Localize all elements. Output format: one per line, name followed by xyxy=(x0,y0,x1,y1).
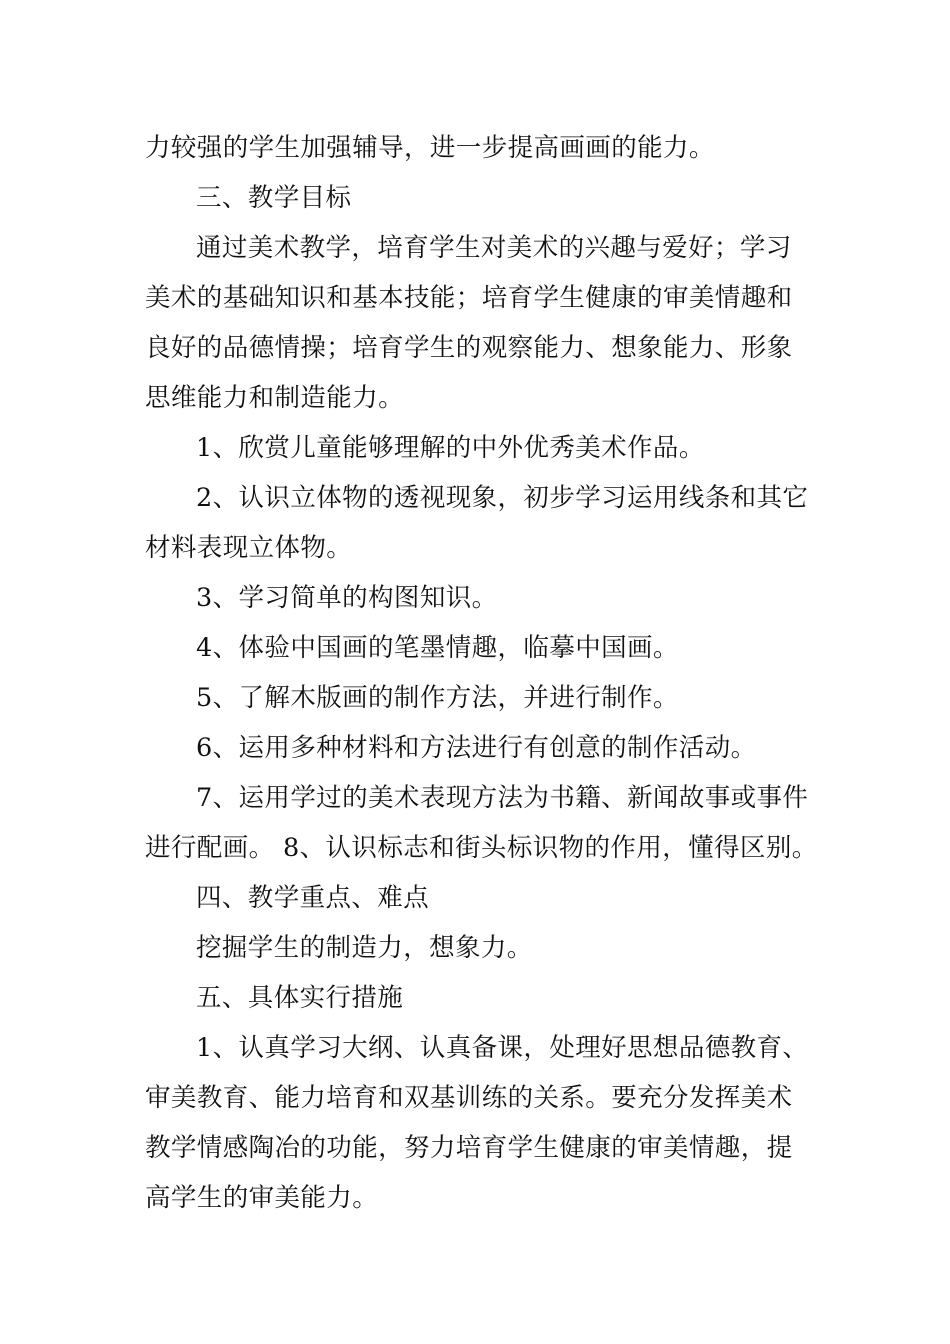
section-heading: 三、教学目标 xyxy=(196,183,352,213)
text-line: 审美教育、能力培育和双基训练的关系。要充分发挥美术 xyxy=(145,1083,793,1113)
list-item: 7、运用学过的美术表现方法为书籍、新闻故事或事件 xyxy=(196,783,809,813)
text-line: 思维能力和制造能力。 xyxy=(145,383,405,413)
text-line: 力较强的学生加强辅导，进一步提高画画的能力。 xyxy=(145,133,715,163)
list-item: 2、认识立体物的透视现象，初步学习运用线条和其它 xyxy=(196,483,809,513)
text-line: 良好的品德情操；培育学生的观察能力、想象能力、形象 xyxy=(145,333,793,363)
text-line: 美术的基础知识和基本技能；培育学生健康的审美情趣和 xyxy=(145,283,793,313)
list-item: 1、认真学习大纲、认真备课，处理好思想品德教育、 xyxy=(196,1033,809,1063)
list-item: 3、学习简单的构图知识。 xyxy=(196,583,498,613)
text-line: 教学情感陶冶的功能，努力培育学生健康的审美情趣，提 xyxy=(145,1133,793,1163)
text-line: 进行配画。 8、认识标志和街头标识物的作用，懂得区别。 xyxy=(145,833,818,863)
text-line: 材料表现立体物。 xyxy=(145,533,353,563)
list-item: 4、体验中国画的笔墨情趣，临摹中国画。 xyxy=(196,633,679,663)
text-line: 通过美术教学，培育学生对美术的兴趣与爱好；学习 xyxy=(196,233,792,263)
text-line: 挖掘学生的制造力，想象力。 xyxy=(196,933,533,963)
section-heading: 四、教学重点、难点 xyxy=(196,883,430,913)
list-item: 6、运用多种材料和方法进行有创意的制作活动。 xyxy=(196,733,757,763)
list-item: 5、了解木版画的制作方法，并进行制作。 xyxy=(196,683,679,713)
list-item: 1、欣赏儿童能够理解的中外优秀美术作品。 xyxy=(196,433,705,463)
section-heading: 五、具体实行措施 xyxy=(196,983,404,1013)
text-line: 高学生的审美能力。 xyxy=(145,1183,379,1213)
